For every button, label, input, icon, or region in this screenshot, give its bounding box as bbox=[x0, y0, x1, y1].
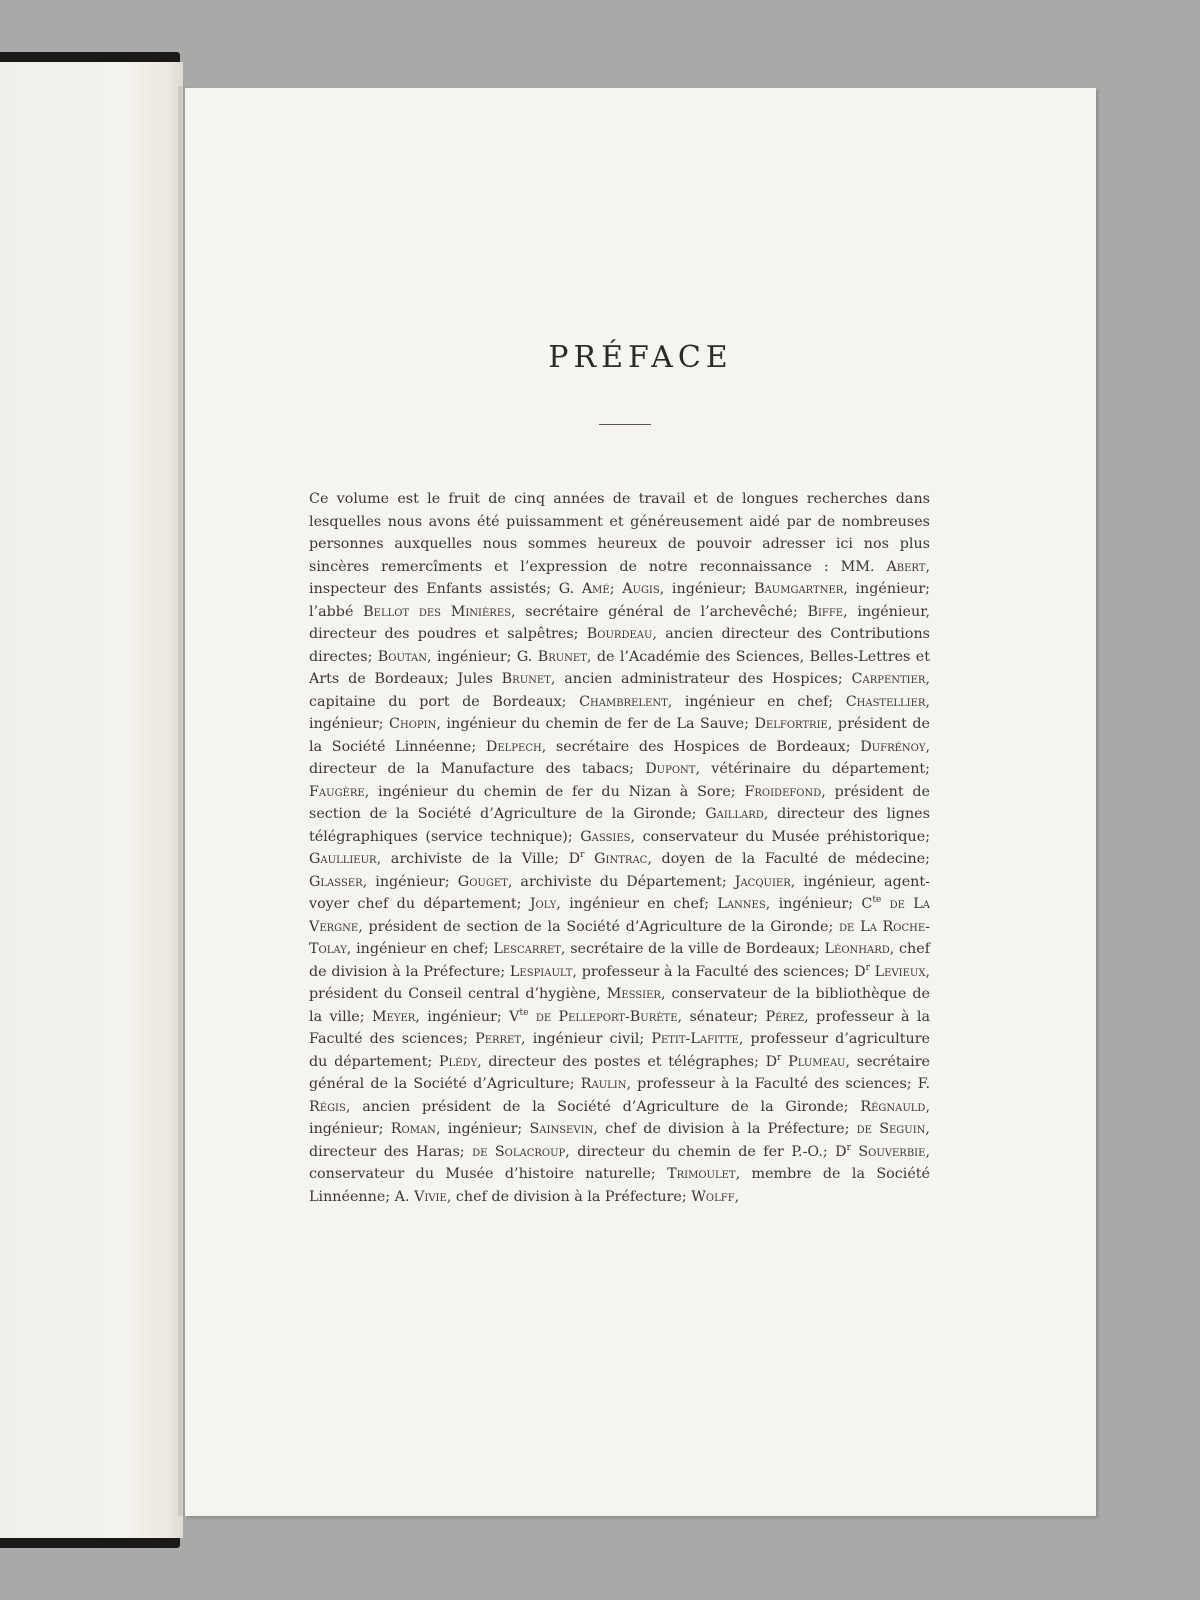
body-text-segment: , conservateur du Musée d’histoire naturelle; bbox=[309, 1143, 930, 1182]
body-text-segment: , secrétaire de la ville de Bordeaux; bbox=[560, 941, 825, 957]
person-name: Amé bbox=[581, 581, 610, 597]
body-text-segment: , ingénieur; G. bbox=[427, 648, 538, 665]
person-name: Abert bbox=[886, 558, 926, 575]
body-text-segment: , doyen de la Faculté de médecine; bbox=[647, 851, 930, 867]
person-name: Carpentier bbox=[851, 671, 926, 687]
body-text-segment: , sénateur; bbox=[677, 1008, 766, 1025]
person-name: Delpech bbox=[485, 738, 542, 755]
person-name: Raulin bbox=[580, 1076, 627, 1092]
person-name: Plumeau bbox=[788, 1053, 846, 1070]
body-text-segment: , ancien président de la Société d’Agriculture de la Gironde; bbox=[345, 1098, 861, 1115]
person-name: Froidefond bbox=[744, 783, 822, 800]
body-text-segment: , directeur du chemin de fer P.-O.; D bbox=[565, 1143, 847, 1160]
body-text-segment: , directeur des lignes télégraphiques (service technique); bbox=[309, 806, 930, 845]
title-abbrev-superscript: te bbox=[519, 1007, 529, 1018]
preface-paragraph bbox=[309, 488, 930, 1208]
person-name: Glasser bbox=[309, 873, 363, 890]
body-text-segment: , ingénieur; bbox=[435, 1121, 530, 1137]
body-text-segment: , ingénieur; l’abbé bbox=[309, 581, 930, 620]
person-name: de Solacroup bbox=[472, 1143, 566, 1160]
person-name: Jacquier bbox=[734, 873, 791, 890]
person-name: Gouget bbox=[457, 873, 508, 890]
body-text-segment: , conservateur de la bibliothèque de la ville; bbox=[309, 986, 930, 1025]
person-name: Bellot des Minières bbox=[363, 603, 511, 620]
person-name: Baumgartner bbox=[754, 581, 844, 597]
person-name: Brunet bbox=[501, 671, 551, 687]
person-name: Gassies bbox=[580, 828, 631, 845]
body-text-segment: , ingénieur; C bbox=[765, 896, 873, 912]
body-text-segment: , ingénieur; V bbox=[415, 1008, 520, 1025]
person-name: de La Roche-Tolay bbox=[309, 918, 930, 957]
person-name: Bourdeau bbox=[586, 626, 653, 642]
person-name: Chastellier bbox=[845, 693, 926, 710]
body-text-segment: , ancien administrateur des Hospices; bbox=[550, 671, 852, 687]
body-text-segment: , ingénieur en chef; bbox=[556, 896, 718, 912]
person-name: Léonhard bbox=[824, 941, 890, 957]
body-text-segment: , ingénieur en chef; bbox=[346, 941, 494, 957]
body-text-segment: , directeur de la Manufacture des tabacs; bbox=[309, 738, 930, 777]
body-text-segment: , ingénieur, directeur des poudres et salpêtres; bbox=[309, 603, 931, 642]
body-text-segment bbox=[881, 896, 889, 912]
body-text-segment: , professeur à la Faculté des sciences; bbox=[309, 1008, 931, 1047]
body-text-segment: , président du Conseil central d’hygiène, bbox=[309, 963, 931, 1002]
body-text-segment: , inspecteur des Enfants assistés; G. bbox=[309, 558, 930, 597]
title-abbrev-superscript: r bbox=[865, 962, 870, 973]
body-text-segment: , ingénieur; bbox=[659, 581, 755, 597]
body-text-segment: , chef de division à la Préfecture; bbox=[309, 941, 931, 980]
page-title: PRÉFACE bbox=[548, 340, 733, 375]
person-name: Perret bbox=[475, 1031, 522, 1047]
person-name: Régnauld bbox=[860, 1098, 926, 1115]
person-name: de Pelleport-Burète bbox=[535, 1008, 678, 1025]
title-abbrev-superscript: r bbox=[777, 1052, 782, 1063]
body-text-segment: , ingénieur; bbox=[309, 693, 930, 732]
body-text-segment: , secrétaire général de l’archevêché; bbox=[511, 603, 808, 620]
title-rule-divider bbox=[599, 424, 651, 425]
person-name: Augis bbox=[622, 581, 660, 597]
person-name: Régis bbox=[309, 1098, 346, 1115]
body-text-segment bbox=[584, 851, 594, 867]
body-text-segment: , ingénieur en chef; bbox=[667, 693, 846, 710]
person-name: de La Vergne bbox=[309, 896, 930, 935]
person-name: Gaullieur bbox=[309, 851, 377, 867]
person-name: Lannes bbox=[717, 896, 766, 912]
person-name: Petit-Lafitte bbox=[651, 1031, 739, 1047]
body-text-segment: , capitaine du port de Bordeaux; bbox=[309, 671, 930, 710]
body-text-segment: , directeur des Haras; bbox=[309, 1121, 930, 1160]
person-name: Lespiault bbox=[509, 963, 573, 980]
title-abbrev-superscript: r bbox=[846, 1142, 851, 1153]
body-text-segment: Ce volume est le fruit de cinq années de travail et de longues recherches dans lesquelles nous avons été puissamment et généreusement aidé par de nombreuses personnes auxquelles nous sommes heureux de pouvoir adresser ici nos plus sincères remercîments et l’expression de notre reconnaissance : MM. bbox=[309, 491, 930, 575]
body-text-segment: , conservateur du Musée préhistorique; bbox=[630, 828, 931, 845]
person-name: Roman bbox=[390, 1121, 436, 1137]
person-name: Chambrelent bbox=[579, 693, 668, 710]
person-name: Plédy bbox=[438, 1053, 478, 1070]
body-text-segment: , ingénieur du chemin de fer de La Sauve; bbox=[436, 716, 755, 732]
title-abbrev-superscript: te bbox=[872, 895, 882, 906]
body-text-segment: , archiviste de la Ville; D bbox=[376, 851, 581, 867]
body-text-segment: , directeur des postes et télégraphes; D bbox=[477, 1053, 778, 1070]
body-text-segment: , président de section de la Société d’Agriculture de la Gironde; bbox=[358, 918, 840, 935]
body-text-segment: , secrétaire général de la Société d’Agriculture; bbox=[309, 1053, 930, 1092]
body-text-segment: , ingénieur, agent-voyer chef du département; bbox=[309, 873, 930, 912]
body-text-segment: , ingénieur civil; bbox=[521, 1031, 652, 1047]
body-text-segment: , professeur d’agriculture du département; bbox=[309, 1031, 930, 1070]
person-name: Faugère bbox=[309, 783, 365, 800]
body-text-segment: , professeur à la Faculté des sciences; D bbox=[572, 963, 866, 980]
person-name: Joly bbox=[529, 896, 557, 912]
person-name: Dufrénoy bbox=[860, 738, 926, 755]
person-name: de Seguin bbox=[856, 1121, 926, 1137]
body-text-segment: , chef de division à la Préfecture; bbox=[593, 1121, 857, 1137]
body-text-segment: , bbox=[734, 1188, 740, 1205]
person-name: Brunet bbox=[537, 648, 587, 665]
person-name: Gintrac bbox=[594, 851, 648, 867]
person-name: Boutan bbox=[377, 648, 428, 665]
person-name: Dupont bbox=[645, 761, 696, 777]
left-page-margin bbox=[0, 62, 183, 1538]
body-text-segment: , président de section de la Société d’Agriculture de la Gironde; bbox=[309, 783, 931, 822]
title-abbrev-superscript: r bbox=[580, 850, 585, 861]
body-text-segment: , professeur à la Faculté des sciences; F. bbox=[626, 1076, 930, 1092]
body-text-segment: ; bbox=[609, 581, 623, 597]
person-name: Biffe bbox=[807, 603, 844, 620]
body-text-segment: , de l’Académie des Sciences, Belles-Lettres et Arts de Bordeaux; Jules bbox=[309, 648, 930, 687]
person-name: Vivie bbox=[414, 1188, 447, 1205]
body-text-segment: , chef de division à la Préfecture; bbox=[446, 1188, 692, 1205]
body-text-segment: , ingénieur du chemin de fer du Nizan à Sore; bbox=[364, 783, 745, 800]
person-name: Sainsevin bbox=[529, 1121, 594, 1137]
body-text-segment: , membre de la Société Linnéenne; A. bbox=[309, 1166, 930, 1205]
person-name: Chopin bbox=[389, 716, 437, 732]
body-text-segment bbox=[528, 1009, 535, 1025]
person-name: Pérez bbox=[765, 1008, 805, 1025]
body-text-segment: , ingénieur; bbox=[309, 1098, 930, 1137]
body-text-segment: , vétérinaire du département; bbox=[695, 761, 930, 777]
person-name: Meyer bbox=[371, 1008, 416, 1025]
book-page bbox=[185, 88, 1096, 1516]
person-name: Souverbie bbox=[858, 1143, 926, 1160]
person-name: Wolff bbox=[691, 1188, 735, 1205]
body-text-segment: , ingénieur; bbox=[362, 873, 458, 890]
person-name: Levieux bbox=[874, 963, 926, 980]
person-name: Delfortrie bbox=[754, 716, 828, 732]
body-text-segment: , secrétaire des Hospices de Bordeaux; bbox=[541, 738, 861, 755]
person-name: Gaillard bbox=[705, 806, 764, 822]
body-text-segment: , président de la Société Linnéenne; bbox=[309, 716, 930, 755]
person-name: Lescarret bbox=[493, 941, 561, 957]
person-name: Trimoulet bbox=[667, 1166, 736, 1182]
body-text-segment: , ancien directeur des Contributions directes; bbox=[309, 626, 930, 665]
person-name: Messier bbox=[606, 986, 661, 1002]
body-text-segment: , archiviste du Département; bbox=[507, 873, 735, 890]
